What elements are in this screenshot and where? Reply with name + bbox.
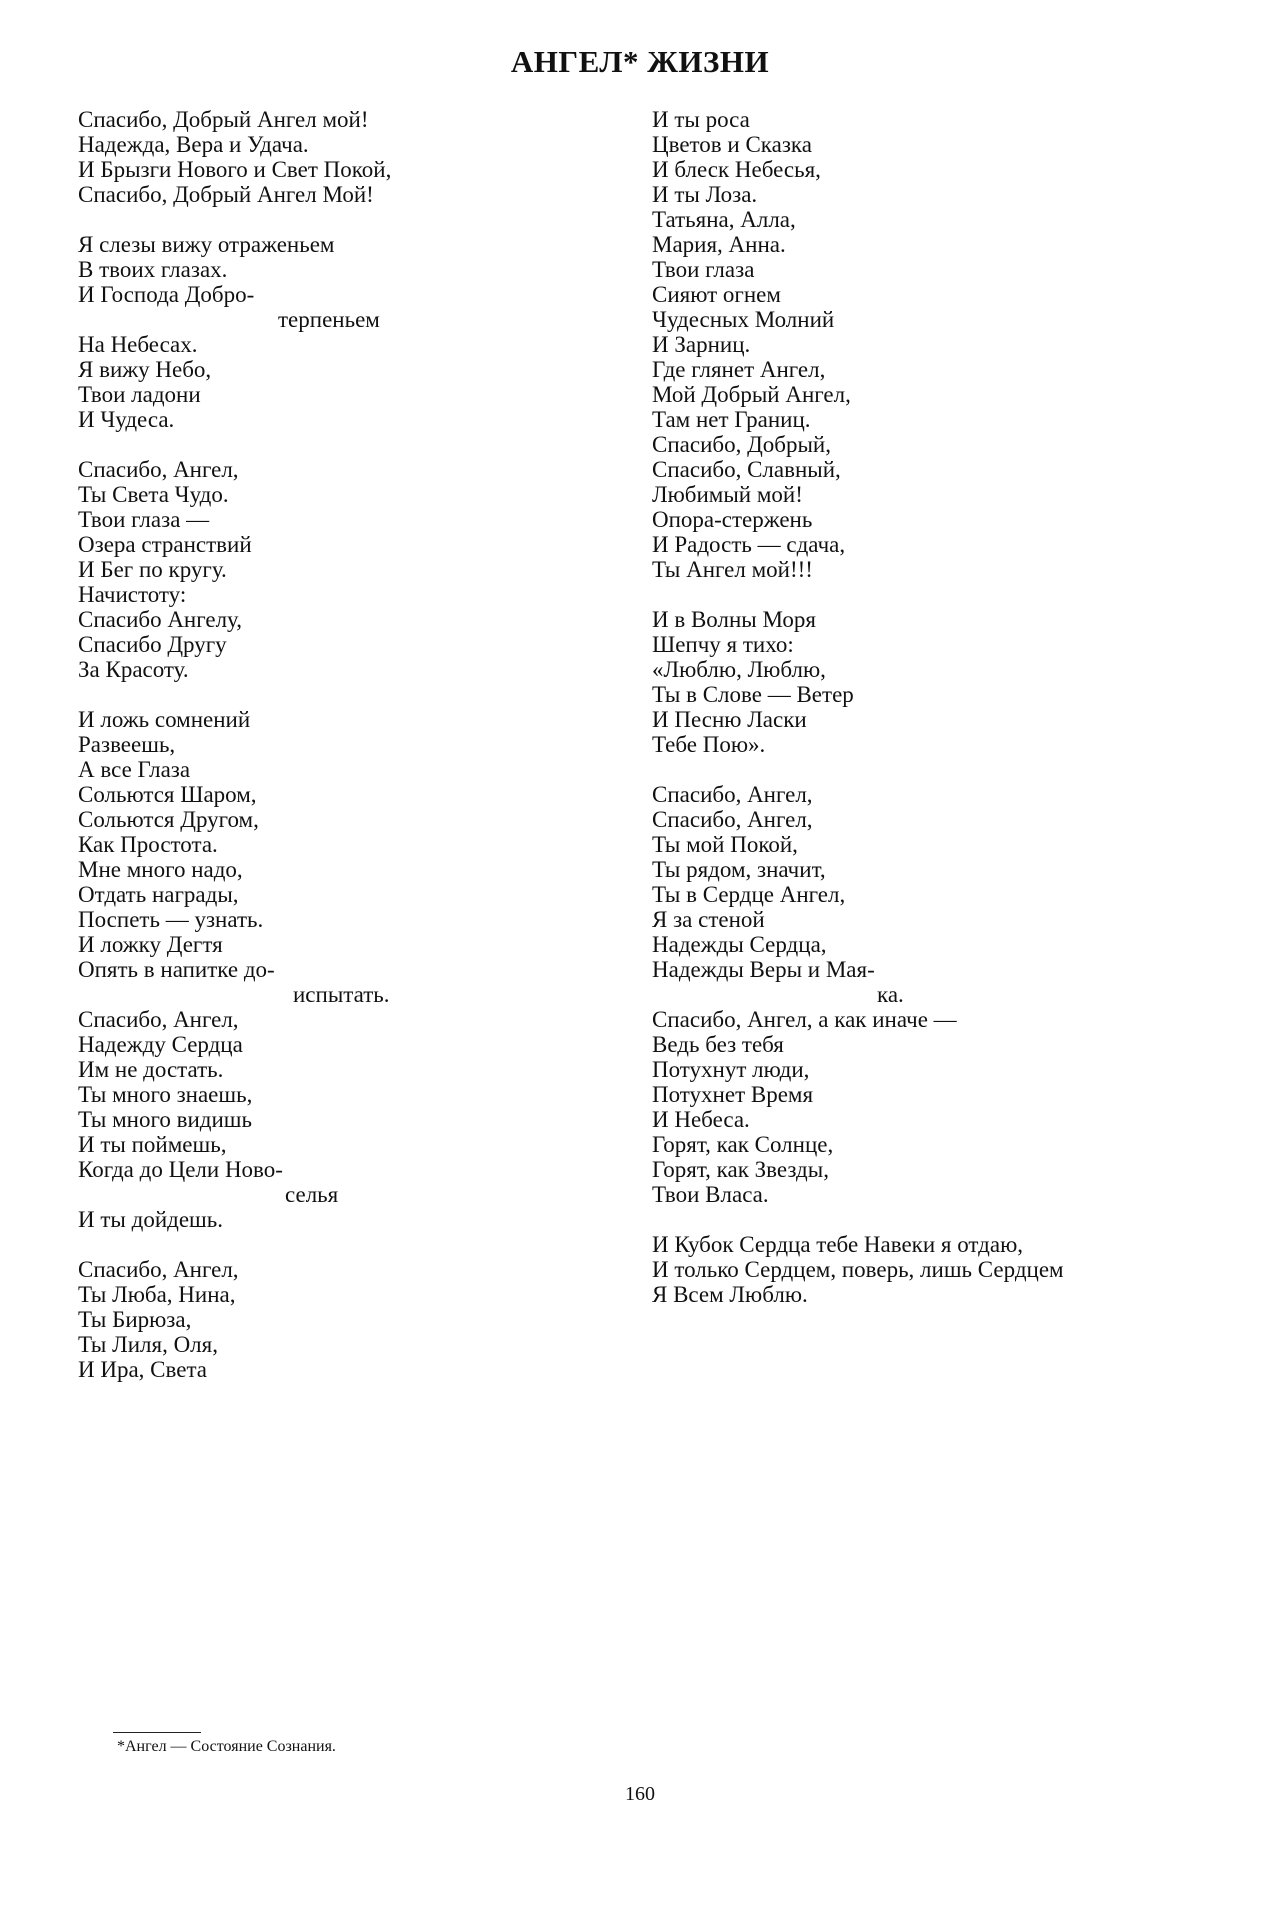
poem-line: Мне много надо, — [78, 857, 243, 882]
poem-line: Спасибо Другу — [78, 632, 227, 657]
poem-line: Начистоту: — [78, 582, 187, 607]
poem-line: Сияют огнем — [652, 282, 781, 307]
poem-line: Потухнет Время — [652, 1082, 814, 1107]
page-number: 160 — [625, 1783, 655, 1805]
poem-line: И Зарниц. — [652, 332, 751, 357]
poem-line: И Брызги Нового и Свет Покой, — [78, 157, 392, 182]
poem-line: Шепчу я тихо: — [652, 632, 794, 657]
poem-line: Где глянет Ангел, — [652, 357, 826, 382]
poem-column-right — [652, 107, 1212, 1332]
poem-stanza — [78, 457, 638, 682]
poem-line: И ложь сомнений — [78, 707, 251, 732]
poem-line: Спасибо, Ангел, — [652, 807, 813, 832]
poem-line: Надежды Сердца, — [652, 932, 827, 957]
poem-line: ка. — [877, 982, 904, 1007]
poem-line: И в Волны Моря — [652, 607, 816, 632]
footnote-divider — [113, 1732, 201, 1733]
poem-line: И Песню Ласки — [652, 707, 807, 732]
poem-line: «Люблю, Люблю, — [652, 657, 826, 682]
poem-stanza — [78, 107, 638, 207]
poem-line: Надежду Сердца — [78, 1032, 243, 1057]
poem-line: Ты мой Покой, — [652, 832, 798, 857]
poem-line: И Чудеса. — [78, 407, 175, 432]
poem-line: Поспеть — узнать. — [78, 907, 264, 932]
poem-line: Ведь без тебя — [652, 1032, 784, 1057]
poem-line: Развеешь, — [78, 732, 176, 757]
poem-line: Спасибо, Добрый, — [652, 432, 831, 457]
poem-line: И Радость — сдача, — [652, 532, 846, 557]
poem-line: Твои Власа. — [652, 1182, 769, 1207]
poem-line: Я за стеной — [652, 907, 765, 932]
poem-line: Спасибо, Ангел, — [78, 1257, 239, 1282]
poem-stanza — [652, 1232, 1212, 1307]
poem-line: Сольются Другом, — [78, 807, 259, 832]
poem-line: На Небесах. — [78, 332, 198, 357]
poem-line: И блеск Небесья, — [652, 157, 821, 182]
poem-line: Спасибо, Ангел, — [652, 782, 813, 807]
poem-line: И ложку Дегтя — [78, 932, 223, 957]
poem-line: Чудесных Молний — [652, 307, 835, 332]
poem-line: Им не достать. — [78, 1057, 224, 1082]
poem-line: Спасибо, Ангел, — [78, 1007, 239, 1032]
poem-line: селья — [285, 1182, 339, 1207]
poem-line: Потухнут люди, — [652, 1057, 810, 1082]
poem-line: Спасибо, Добрый Ангел мой! — [78, 107, 369, 132]
poem-line: Надежда, Вера и Удача. — [78, 132, 309, 157]
poem-line: Ты Ангел мой!!! — [652, 557, 813, 582]
poem-line: Я Всем Люблю. — [652, 1282, 808, 1307]
poem-stanza — [652, 107, 1212, 582]
poem-stanza — [78, 1257, 638, 1382]
poem-line: Ты в Сердце Ангел, — [652, 882, 846, 907]
poem-line: И ты роса — [652, 107, 750, 132]
poem-line: Там нет Границ. — [652, 407, 811, 432]
poem-line: Татьяна, Алла, — [652, 207, 796, 232]
poem-stanza — [652, 607, 1212, 757]
page-title: АНГЕЛ* ЖИЗНИ — [510, 44, 770, 79]
poem-line: И ты Лоза. — [652, 182, 758, 207]
poem-line: Ты Лиля, Оля, — [78, 1332, 218, 1357]
poem-line: Ты рядом, значит, — [652, 857, 826, 882]
poem-line: Как Простота. — [78, 832, 218, 857]
poem-line: Любимый мой! — [652, 482, 803, 507]
poem-line: Я слезы вижу отраженьем — [78, 232, 335, 257]
poem-line: И Бег по кругу. — [78, 557, 227, 582]
poem-line: Спасибо, Добрый Ангел Мой! — [78, 182, 374, 207]
poem-line: И ты поймешь, — [78, 1132, 227, 1157]
poem-line: Спасибо, Славный, — [652, 457, 841, 482]
poem-line: И Ира, Света — [78, 1357, 207, 1382]
poem-line: В твоих глазах. — [78, 257, 228, 282]
poem-line: Ты Света Чудо. — [78, 482, 229, 507]
poem-line: Я вижу Небо, — [78, 357, 212, 382]
poem-line: Твои глаза — [652, 257, 755, 282]
poem-line: И Господа Добро- — [78, 282, 255, 307]
poem-line: Цветов и Сказка — [652, 132, 812, 157]
poem-line: Опора-стержень — [652, 507, 813, 532]
poem-stanza — [78, 232, 638, 432]
poem-line: Ты Бирюза, — [78, 1307, 192, 1332]
poem-line: Ты Люба, Нина, — [78, 1282, 236, 1307]
poem-line: Опять в напитке до- — [78, 957, 275, 982]
poem-line: Сольются Шаром, — [78, 782, 257, 807]
poem-line: И Кубок Сердца тебе Навеки я отдаю, — [652, 1232, 1024, 1257]
poem-line: Мария, Анна. — [652, 232, 786, 257]
poem-line: терпеньем — [278, 307, 380, 332]
poem-line: Тебе Пою». — [652, 732, 766, 757]
poem-line: Горят, как Солнце, — [652, 1132, 834, 1157]
poem-line: Горят, как Звезды, — [652, 1157, 829, 1182]
poem-stanza — [652, 782, 1212, 1207]
poem-line: И Небеса. — [652, 1107, 750, 1132]
poem-stanza — [78, 707, 638, 1232]
poem-line: испытать. — [293, 982, 390, 1007]
poem-line: Спасибо, Ангел, — [78, 457, 239, 482]
poem-line: И ты дойдешь. — [78, 1207, 223, 1232]
poem-column-left — [78, 107, 638, 1407]
footnote: *Ангел — Состояние Сознания. — [117, 1738, 336, 1755]
poem-line: Ты много знаешь, — [78, 1082, 253, 1107]
poem-line: Надежды Веры и Мая- — [652, 957, 875, 982]
poem-line: Спасибо Ангелу, — [78, 607, 243, 632]
poem-line: Озера странствий — [78, 532, 252, 557]
poem-line: Спасибо, Ангел, а как иначе — — [652, 1007, 957, 1032]
poem-line: Мой Добрый Ангел, — [652, 382, 851, 407]
poem-line: Когда до Цели Ново- — [78, 1157, 283, 1182]
poem-line: А все Глаза — [78, 757, 191, 782]
poem-line: Твои глаза — — [78, 507, 210, 532]
poem-line: Твои ладони — [78, 382, 201, 407]
poem-line: Ты в Слове — Ветер — [652, 682, 854, 707]
poem-line: За Красоту. — [78, 657, 189, 682]
poem-line: Ты много видишь — [78, 1107, 252, 1132]
poem-line: Отдать награды, — [78, 882, 239, 907]
poem-line: И только Сердцем, поверь, лишь Сердцем — [652, 1257, 1064, 1282]
